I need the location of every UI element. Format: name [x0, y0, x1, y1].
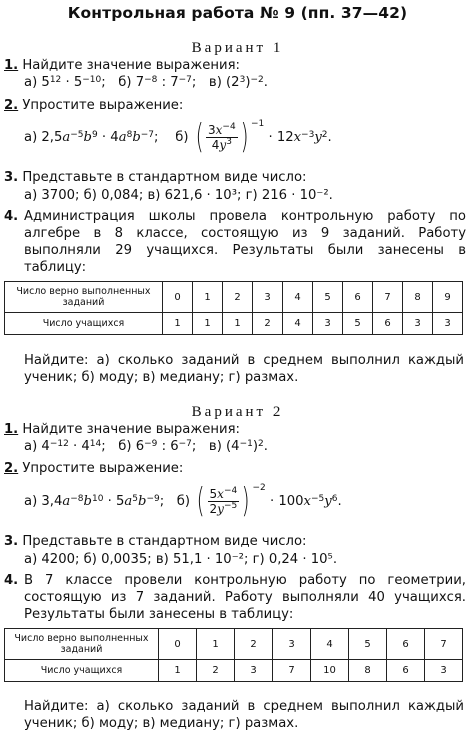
v1-task2-text: Упростите выражение: [22, 98, 184, 113]
table-cell: 1 [159, 660, 197, 682]
table-row [5, 629, 463, 660]
table-cell: 3 [273, 629, 311, 660]
table-cell: 3 [313, 313, 343, 335]
table-cell: 6 [373, 313, 403, 335]
v2-task3-items: а) 4200; б) 0,0035; в) 51,1 · 10⁻²; г) 0,24 · 10⁵. [24, 552, 338, 567]
v1-task1-header [4, 58, 240, 74]
table-cell: 3 [425, 660, 463, 682]
v1-task2-items: а) $2,5a^{-5}b^9 \cdot 4a^8b^{-7}$; б) ( $\frac{3x^{-4}}{4y^3}$ ) $^{-1} \cdot 12x^{-3}y^2$. [24, 117, 332, 157]
table-cell: 2 [235, 629, 273, 660]
v1-task1-text: Найдите значение выражения: [22, 58, 240, 73]
table-cell: 0 [159, 629, 197, 660]
v1-question: Найдите: а) сколько заданий в среднем выполнил каждый ученик; б) моду; в) медиану; г) размах. [24, 353, 464, 385]
v2-task4-text: В 7 классе провели контрольную работу по геометрии, состоящую из 7 заданий. Работу выполняли 40 учащихся. Результаты были занесены в таблицу: [24, 573, 466, 622]
v2-task2-items: а) $3,4a^{-8}b^{10} \cdot 5a^5b^{-9}$; б) ( $\frac{5x^{-4}}{2y^{-5}}$ ) $^{-2} \cdot 100x^{-5}y^6$. [24, 481, 342, 521]
table-cell: 3 [433, 313, 463, 335]
v2-task4-number: 4. [4, 573, 19, 588]
v2-task2-header [4, 461, 183, 477]
v1-task4-number: 4. [4, 209, 19, 224]
table-row [5, 282, 463, 313]
v2-task1-items: а) $4^{-12} \cdot 4^{14}$; б) $6^{-9}$ : $6^{-7}$; в) $(4^{-1})^2$. [24, 439, 268, 454]
table-cell: 2 [197, 660, 235, 682]
table-cell: 3 [253, 282, 283, 313]
table-cell: 1 [197, 629, 235, 660]
table-row [5, 660, 463, 682]
v1-task3-items: а) 3700; б) 0,084; в) 621,6 · 10³; г) 216 · 10⁻². [24, 188, 333, 203]
page-title: Контрольная работа № 9 (пп. 37—42) [67, 4, 408, 22]
v2-question: Найдите: а) сколько заданий в среднем выполнил каждый ученик; б) моду; в) медиану; г) размах. [24, 699, 464, 731]
v2-task3-number: 3. [4, 534, 19, 549]
v1-task1-items: а) $5^{12} \cdot 5^{-10}$; б) $7^{-8}$ : $7^{-7}$; в) $(2^3)^{-2}$. [24, 75, 268, 90]
table-cell: 2 [223, 282, 253, 313]
v2-task1-header [4, 422, 240, 438]
v1-task3-header [4, 170, 306, 186]
table-cell: 7 [425, 629, 463, 660]
table-cell: 1 [223, 313, 253, 335]
table-cell: 8 [349, 660, 387, 682]
v1-task4-text: Администрация школы провела контрольную работу по алгебре в 8 классе, состоящую из 9 заданий. Работу выполняли 29 учащихся. Результаты были занесены в таблицу: [24, 209, 466, 275]
table-cell: 1 [193, 282, 223, 313]
v1-task3-text: Представьте в стандартном виде число: [22, 170, 307, 185]
table-row-label: Число учащихся [5, 660, 159, 682]
v2-task2-text: Упростите выражение: [22, 461, 184, 476]
table-cell: 4 [311, 629, 349, 660]
v2-task1-text: Найдите значение выражения: [22, 422, 240, 437]
table-cell: 2 [253, 313, 283, 335]
table-row-label: Число учащихся [5, 313, 163, 335]
table-cell: 6 [387, 629, 425, 660]
table-cell: 7 [273, 660, 311, 682]
v1-task2-header [4, 98, 183, 114]
v1-task3-number: 3. [4, 170, 19, 185]
table-row [5, 313, 463, 335]
v2-results-table [4, 628, 463, 682]
v1-task1-number: 1. [4, 58, 19, 73]
v2-task2-number: 2. [4, 461, 19, 476]
table-cell: 5 [343, 313, 373, 335]
table-cell: 0 [163, 282, 193, 313]
v2-task3-header [4, 534, 306, 550]
table-cell: 6 [343, 282, 373, 313]
table-row-label: Число верно выполненных заданий [5, 282, 163, 313]
variant-2-heading: Вариант 2 [191, 404, 284, 420]
table-cell: 5 [349, 629, 387, 660]
table-cell: 3 [235, 660, 273, 682]
table-cell: 5 [313, 282, 343, 313]
table-cell: 3 [403, 313, 433, 335]
table-cell: 8 [403, 282, 433, 313]
table-cell: 7 [373, 282, 403, 313]
table-cell: 10 [311, 660, 349, 682]
variant-1-heading: Вариант 1 [191, 40, 284, 56]
v1-task2-number: 2. [4, 98, 19, 113]
table-cell: 1 [163, 313, 193, 335]
table-cell: 9 [433, 282, 463, 313]
table-row-label: Число верно выполненных заданий [5, 629, 159, 660]
table-cell: 4 [283, 282, 313, 313]
table-cell: 6 [387, 660, 425, 682]
v1-results-table [4, 281, 463, 335]
v2-task3-text: Представьте в стандартном виде число: [22, 534, 307, 549]
v2-task1-number: 1. [4, 422, 19, 437]
table-cell: 4 [283, 313, 313, 335]
table-cell: 1 [193, 313, 223, 335]
